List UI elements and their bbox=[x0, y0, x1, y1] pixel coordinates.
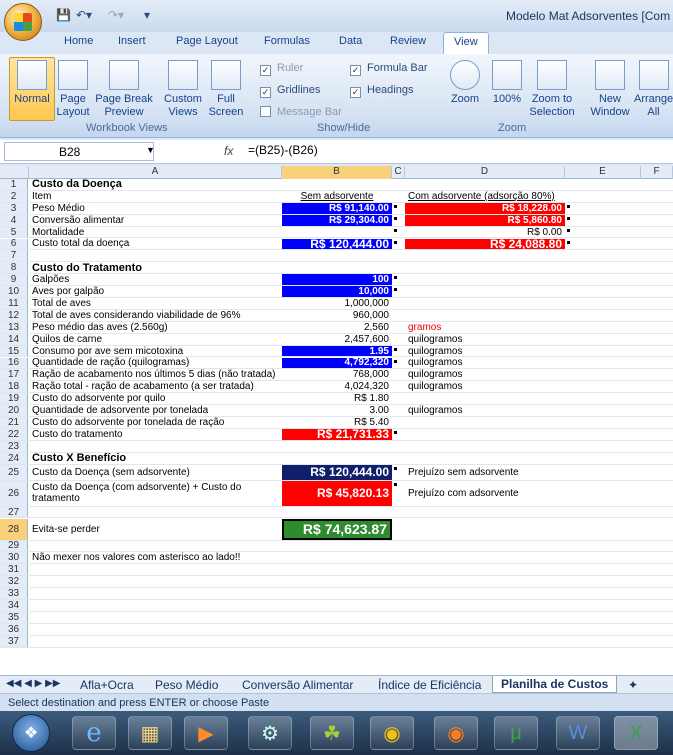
table-row bbox=[0, 576, 673, 588]
cell-a6[interactable]: Custo total da doença bbox=[32, 238, 130, 250]
cell-d6[interactable]: R$ 24,088.80 bbox=[405, 239, 565, 250]
custom-views-icon bbox=[168, 60, 198, 90]
row-header[interactable]: 12 bbox=[0, 310, 28, 321]
table-row bbox=[0, 541, 673, 553]
cell-a21[interactable]: Custo do adsorvente por tonelada de ração bbox=[32, 416, 225, 428]
cell-a34[interactable] bbox=[29, 600, 282, 611]
cell-a32[interactable] bbox=[29, 576, 282, 587]
cell-d24[interactable] bbox=[405, 453, 565, 464]
redo-icon[interactable]: ↷▾ bbox=[108, 8, 125, 22]
cell-a37[interactable] bbox=[29, 636, 282, 647]
cell-d1[interactable] bbox=[405, 179, 565, 190]
tab-home[interactable]: Home bbox=[64, 35, 94, 47]
network-app-icon[interactable]: ⚙ bbox=[248, 716, 292, 750]
row-header[interactable]: 15 bbox=[0, 346, 28, 357]
cell-a24[interactable]: Custo X Benefício bbox=[32, 452, 127, 465]
cell-d20[interactable]: quilogramos bbox=[408, 405, 463, 417]
table-row bbox=[0, 179, 673, 191]
cell-d21[interactable] bbox=[405, 417, 565, 428]
cell-a23[interactable] bbox=[29, 441, 282, 452]
formula-bar-checkbox[interactable]: ✓ Formula Bar bbox=[351, 62, 428, 75]
excel-icon[interactable]: X bbox=[614, 716, 658, 750]
tab-view[interactable]: View bbox=[443, 32, 489, 54]
cell-a36[interactable] bbox=[29, 624, 282, 635]
column-header-a[interactable]: A bbox=[29, 166, 282, 179]
cell-d15[interactable]: quilogramos bbox=[408, 345, 463, 357]
table-row bbox=[0, 191, 673, 203]
column-header-e[interactable]: E bbox=[565, 166, 641, 179]
sheet-tab-afla-ocra[interactable]: Afla+Ocra bbox=[80, 678, 134, 692]
cell-d13[interactable]: gramos bbox=[408, 321, 442, 333]
row-header[interactable]: 36 bbox=[0, 624, 28, 635]
tab-insert[interactable]: Insert bbox=[118, 35, 146, 47]
cell-d32[interactable] bbox=[405, 576, 565, 587]
row-header[interactable]: 33 bbox=[0, 588, 28, 599]
asterisk-marker bbox=[567, 241, 570, 244]
column-header-f[interactable]: F bbox=[641, 166, 673, 179]
row-header[interactable]: 7 bbox=[0, 250, 28, 261]
row-header[interactable]: 16 bbox=[0, 358, 28, 369]
table-row bbox=[0, 588, 673, 600]
table-row bbox=[0, 393, 673, 405]
cell-d35[interactable] bbox=[405, 612, 565, 623]
table-row bbox=[0, 453, 673, 465]
cell-d10[interactable] bbox=[405, 286, 565, 297]
cell-d5[interactable]: R$ 0.00 bbox=[526, 226, 562, 238]
cell-b31[interactable] bbox=[282, 564, 392, 575]
cell-b17[interactable]: 768,000 bbox=[352, 369, 389, 381]
table-row bbox=[0, 262, 673, 274]
cell-a28[interactable]: Evita-se perder bbox=[32, 523, 100, 535]
row-header[interactable]: 26 bbox=[0, 481, 28, 506]
zoom-magnifier-icon bbox=[450, 60, 480, 90]
office-logo-icon bbox=[14, 13, 32, 31]
sheet-tab-indice-eficiencia[interactable]: Índice de Eficiência bbox=[378, 678, 482, 692]
tab-data[interactable]: Data bbox=[339, 35, 363, 47]
cell-b4[interactable]: R$ 29,304.00 bbox=[282, 215, 392, 226]
row-header[interactable]: 31 bbox=[0, 564, 28, 575]
cell-a9[interactable]: Galpões bbox=[32, 274, 70, 286]
cell-a35[interactable] bbox=[29, 612, 282, 623]
row-header[interactable]: 11 bbox=[0, 298, 28, 309]
table-row bbox=[0, 286, 673, 298]
asterisk-marker bbox=[394, 288, 397, 291]
cell-a14[interactable]: Quilos de carne bbox=[32, 333, 103, 345]
windows-logo-icon: ❖ bbox=[23, 725, 39, 742]
row-header[interactable]: 13 bbox=[0, 322, 28, 333]
undo-icon[interactable]: ↶▾ bbox=[76, 8, 93, 22]
row-header[interactable]: 22 bbox=[0, 429, 28, 440]
table-row bbox=[0, 507, 673, 519]
row-header[interactable]: 4 bbox=[0, 215, 28, 226]
taskbar bbox=[0, 711, 673, 755]
zoom-100-button[interactable]: 100% bbox=[488, 60, 526, 106]
row-header[interactable]: 35 bbox=[0, 612, 28, 623]
cell-d31[interactable] bbox=[405, 564, 565, 575]
cell-d25[interactable]: Prejuízo sem adsorvente bbox=[408, 466, 519, 478]
table-row bbox=[0, 624, 673, 636]
table-row bbox=[0, 552, 673, 564]
new-window-icon bbox=[595, 60, 625, 90]
cell-b24[interactable] bbox=[282, 453, 392, 464]
internet-explorer-icon[interactable]: e bbox=[72, 716, 116, 750]
row-header[interactable]: 10 bbox=[0, 286, 28, 297]
row-header[interactable]: 32 bbox=[0, 576, 28, 587]
sheet-tab-planilha-custos[interactable]: Planilha de Custos bbox=[492, 676, 617, 693]
row-header[interactable]: 21 bbox=[0, 417, 28, 428]
cell-d9[interactable] bbox=[405, 274, 565, 285]
cell-b29[interactable] bbox=[282, 541, 392, 552]
cell-b37[interactable] bbox=[282, 636, 392, 647]
table-row bbox=[0, 346, 673, 358]
sheet-nav-icon[interactable]: ◀◀ ◀ ▶ ▶▶ bbox=[6, 678, 61, 689]
headings-checkbox[interactable]: ✓ Headings bbox=[351, 84, 414, 97]
column-header-b[interactable]: B bbox=[282, 166, 392, 179]
cell-a20[interactable]: Quantidade de adsorvente por tonelada bbox=[32, 405, 209, 417]
message-bar-checkbox[interactable]: Message Bar bbox=[260, 106, 342, 118]
table-row bbox=[0, 636, 673, 648]
chrome-icon[interactable]: ◉ bbox=[370, 716, 414, 750]
cell-a8[interactable]: Custo do Tratamento bbox=[32, 261, 143, 274]
cell-b14[interactable]: 2,457,600 bbox=[344, 333, 389, 345]
cell-b5[interactable] bbox=[282, 227, 392, 238]
arrange-all-button[interactable]: Arrange All bbox=[634, 60, 673, 119]
cell-a2[interactable]: Item bbox=[32, 190, 52, 202]
cell-d17[interactable]: quilogramos bbox=[408, 369, 463, 381]
cell-b9[interactable]: 100 bbox=[282, 274, 392, 285]
insert-sheet-icon[interactable]: ✦ bbox=[628, 678, 639, 692]
cell-a4[interactable]: Conversão alimentar bbox=[32, 214, 125, 226]
cell-b36[interactable] bbox=[282, 624, 392, 635]
cell-d19[interactable] bbox=[405, 393, 565, 404]
office-button[interactable] bbox=[4, 3, 42, 41]
row-header[interactable]: 14 bbox=[0, 334, 28, 345]
new-window-button[interactable]: New Window bbox=[588, 60, 632, 119]
row-header[interactable]: 30 bbox=[0, 552, 28, 563]
cell-b1[interactable] bbox=[282, 179, 392, 190]
table-row bbox=[0, 310, 673, 322]
row-header[interactable]: 8 bbox=[0, 262, 28, 273]
table-row bbox=[0, 358, 673, 370]
sheet-tab-peso-medio[interactable]: Peso Médio bbox=[155, 678, 219, 692]
cell-b27[interactable] bbox=[282, 507, 392, 518]
sheet-tabs-bar bbox=[0, 675, 673, 693]
media-player-icon[interactable]: ▶ bbox=[184, 716, 228, 750]
formula-input[interactable]: =(B25)-(B26) bbox=[248, 143, 318, 157]
row-header[interactable]: 27 bbox=[0, 507, 28, 518]
table-row bbox=[0, 203, 673, 215]
cell-b33[interactable] bbox=[282, 588, 392, 599]
cell-a7[interactable] bbox=[29, 250, 282, 261]
cell-a13[interactable]: Peso médio das aves (2.560g) bbox=[32, 321, 168, 333]
cell-d27[interactable] bbox=[405, 507, 565, 518]
cell-b23[interactable] bbox=[282, 441, 392, 452]
table-row bbox=[0, 274, 673, 286]
asterisk-marker bbox=[394, 229, 397, 232]
page-break-icon bbox=[109, 60, 139, 90]
row-header[interactable]: 1 bbox=[0, 179, 28, 190]
cell-a22[interactable]: Custo do tratamento bbox=[32, 428, 123, 440]
cell-b8[interactable] bbox=[282, 262, 392, 273]
window-title: Modelo Mat Adsorventes [Com bbox=[506, 9, 671, 23]
cell-d11[interactable] bbox=[405, 298, 565, 309]
column-header-c[interactable]: C bbox=[392, 166, 405, 179]
asterisk-marker bbox=[394, 276, 397, 279]
cell-b21[interactable]: R$ 5.40 bbox=[353, 416, 389, 428]
zoom-to-selection-button[interactable]: Zoom to Selection bbox=[526, 60, 578, 119]
cell-d2[interactable]: Com adsorvente (adsorção 80%) bbox=[408, 190, 555, 202]
cell-a26[interactable]: Custo da Doença (com adsorvente) + Custo do tratamento bbox=[32, 482, 242, 505]
row-header[interactable]: 28 bbox=[0, 519, 28, 540]
ruler-checkbox[interactable]: ✓ Ruler bbox=[261, 62, 304, 75]
row-header[interactable]: 18 bbox=[0, 381, 28, 392]
cell-b10[interactable]: 10,000 bbox=[282, 286, 392, 297]
asterisk-marker bbox=[567, 217, 570, 220]
cell-d29[interactable] bbox=[405, 541, 565, 552]
cell-b12[interactable]: 960,000 bbox=[352, 309, 389, 321]
cell-d36[interactable] bbox=[405, 624, 565, 635]
normal-view-label: Normal bbox=[10, 60, 54, 106]
full-screen-button[interactable]: Full Screen bbox=[206, 60, 246, 119]
asterisk-marker bbox=[394, 467, 397, 470]
page-layout-icon bbox=[58, 60, 88, 90]
row-header[interactable]: 37 bbox=[0, 636, 28, 647]
column-header-d[interactable]: D bbox=[405, 166, 565, 179]
cell-d33[interactable] bbox=[405, 588, 565, 599]
table-row bbox=[0, 405, 673, 417]
cell-a33[interactable] bbox=[29, 588, 282, 599]
app-green-icon[interactable]: ☘ bbox=[310, 716, 354, 750]
tab-formulas[interactable]: Formulas bbox=[264, 35, 310, 47]
cell-d16[interactable]: quilogramos bbox=[408, 357, 463, 369]
row-header[interactable]: 23 bbox=[0, 441, 28, 452]
row-header[interactable]: 6 bbox=[0, 239, 28, 250]
cell-a1[interactable]: Custo da Doença bbox=[32, 178, 122, 191]
cell-d12[interactable] bbox=[405, 310, 565, 321]
name-box[interactable]: B28 bbox=[4, 142, 154, 161]
cell-a12[interactable]: Total de aves considerando viabilidade de 96% bbox=[32, 309, 241, 321]
cell-b22[interactable]: R$ 21,731.33 bbox=[282, 429, 392, 440]
cell-d18[interactable]: quilogramos bbox=[408, 381, 463, 393]
table-row bbox=[0, 236, 673, 251]
tab-page-layout[interactable]: Page Layout bbox=[176, 35, 238, 47]
cell-a25[interactable]: Custo da Doença (sem adsorvente) bbox=[32, 466, 190, 478]
cell-b34[interactable] bbox=[282, 600, 392, 611]
row-header[interactable]: 34 bbox=[0, 600, 28, 611]
table-row bbox=[0, 441, 673, 453]
cell-a19[interactable]: Custo do adsorvente por quilo bbox=[32, 393, 166, 405]
table-row bbox=[0, 481, 673, 507]
cell-b30[interactable] bbox=[282, 552, 392, 563]
cell-b25[interactable]: R$ 120,444.00 bbox=[282, 465, 392, 480]
cell-b18[interactable]: 4,024,320 bbox=[344, 381, 389, 393]
customize-qat-icon[interactable]: ▾ bbox=[144, 8, 151, 22]
cell-b26[interactable]: R$ 45,820.13 bbox=[282, 481, 392, 506]
cell-b15[interactable]: 1.95 bbox=[282, 346, 392, 357]
cell-b20[interactable]: 3.00 bbox=[369, 405, 389, 417]
table-row bbox=[0, 465, 673, 481]
show-hide-group-label: Show/Hide bbox=[317, 122, 371, 134]
asterisk-marker bbox=[394, 360, 397, 363]
normal-view-icon bbox=[17, 60, 47, 90]
row-header[interactable]: 17 bbox=[0, 369, 28, 380]
cell-b13[interactable]: 2,560 bbox=[363, 321, 389, 333]
workbook-views-group-label: Workbook Views bbox=[86, 122, 168, 134]
row-header[interactable]: 5 bbox=[0, 227, 28, 238]
zoom-selection-icon bbox=[537, 60, 567, 90]
cell-b28[interactable]: R$ 74,623.87 bbox=[282, 519, 392, 540]
select-all-corner[interactable] bbox=[0, 166, 29, 179]
row-header[interactable]: 19 bbox=[0, 393, 28, 404]
tab-review[interactable]: Review bbox=[390, 35, 427, 47]
custom-views-button[interactable]: Custom Views bbox=[161, 60, 205, 119]
table-row bbox=[0, 429, 673, 441]
cell-d28[interactable] bbox=[405, 519, 565, 540]
cell-a31[interactable] bbox=[29, 564, 282, 575]
table-row bbox=[0, 612, 673, 624]
save-icon[interactable]: 💾 bbox=[56, 8, 71, 22]
cell-d4[interactable]: R$ 5,860.80 bbox=[405, 215, 565, 226]
asterisk-marker bbox=[567, 205, 570, 208]
column-headers bbox=[0, 166, 673, 179]
cell-a30[interactable]: Não mexer nos valores com asterisco ao lado!! bbox=[32, 552, 241, 564]
full-screen-icon bbox=[211, 60, 241, 90]
status-bar: Select destination and press ENTER or choose Paste bbox=[0, 693, 673, 711]
cell-a11[interactable]: Total de aves bbox=[32, 297, 91, 309]
table-row bbox=[0, 381, 673, 393]
cell-d26[interactable]: Prejuízo com adsorvente bbox=[408, 487, 519, 499]
row-header[interactable]: 2 bbox=[0, 191, 28, 202]
cell-a3[interactable]: Peso Médio bbox=[32, 202, 85, 214]
cell-d23[interactable] bbox=[405, 441, 565, 452]
start-button[interactable] bbox=[12, 714, 50, 752]
cell-a27[interactable] bbox=[29, 507, 282, 518]
zoom-group-label: Zoom bbox=[498, 122, 527, 134]
file-explorer-icon[interactable]: ▦ bbox=[128, 716, 172, 750]
ribbon-tabs bbox=[0, 32, 673, 54]
table-row bbox=[0, 215, 673, 227]
asterisk-marker bbox=[394, 205, 397, 208]
sheet-tab-conversao-alimentar[interactable]: Conversão Alimentar bbox=[242, 678, 354, 692]
cell-b2[interactable]: Sem adsorvente bbox=[300, 190, 374, 202]
cell-a16[interactable]: Quantidade de ração (quilogramas) bbox=[32, 357, 190, 369]
asterisk-marker bbox=[394, 217, 397, 220]
name-box-dropdown-icon[interactable]: ▼ bbox=[146, 145, 155, 155]
cell-b11[interactable]: 1,000,000 bbox=[344, 297, 389, 309]
zoom-button[interactable]: Zoom bbox=[446, 60, 484, 106]
asterisk-marker bbox=[394, 241, 397, 244]
spreadsheet-grid[interactable] bbox=[0, 166, 673, 675]
cell-b32[interactable] bbox=[282, 576, 392, 587]
cell-b19[interactable]: R$ 1.80 bbox=[353, 393, 389, 405]
word-icon[interactable]: W bbox=[556, 716, 600, 750]
row-header[interactable]: 29 bbox=[0, 541, 28, 552]
utorrent-icon[interactable]: μ bbox=[494, 716, 538, 750]
cell-d7[interactable] bbox=[405, 250, 565, 261]
row-header[interactable]: 9 bbox=[0, 274, 28, 285]
cell-d30[interactable] bbox=[405, 552, 565, 563]
table-row bbox=[0, 600, 673, 612]
table-row bbox=[0, 250, 673, 262]
cell-b16[interactable]: 4,792,320 bbox=[282, 358, 392, 369]
page-layout-button[interactable]: Page Layout bbox=[55, 60, 91, 119]
cell-d22[interactable] bbox=[405, 429, 565, 440]
cell-d37[interactable] bbox=[405, 636, 565, 647]
page-break-preview-button[interactable]: Page Break Preview bbox=[93, 60, 155, 119]
row-header[interactable]: 20 bbox=[0, 405, 28, 416]
cell-a5[interactable]: Mortalidade bbox=[32, 226, 85, 238]
row-header[interactable]: 24 bbox=[0, 453, 28, 464]
zoom-100-icon bbox=[492, 60, 522, 90]
gridlines-checkbox[interactable]: ✓ Gridlines bbox=[261, 84, 321, 97]
row-header[interactable]: 3 bbox=[0, 203, 28, 214]
asterisk-marker bbox=[394, 348, 397, 351]
table-row bbox=[0, 322, 673, 334]
cell-a17[interactable]: Ração de acabamento nos últimos 5 dias (não tratada) bbox=[32, 369, 276, 381]
cell-d34[interactable] bbox=[405, 600, 565, 611]
cell-b3[interactable]: R$ 91,140.00 bbox=[282, 203, 392, 214]
table-row bbox=[0, 334, 673, 346]
asterisk-marker bbox=[567, 229, 570, 232]
cell-a29[interactable] bbox=[29, 541, 282, 552]
firefox-icon[interactable]: ◉ bbox=[434, 716, 478, 750]
cell-d3[interactable]: R$ 18,228.00 bbox=[405, 203, 565, 214]
table-row bbox=[0, 369, 673, 381]
insert-function-icon[interactable]: fx bbox=[224, 144, 234, 158]
table-row bbox=[0, 564, 673, 576]
asterisk-marker bbox=[394, 483, 397, 486]
cell-b7[interactable] bbox=[282, 250, 392, 261]
row-header[interactable]: 25 bbox=[0, 465, 28, 480]
cell-a15[interactable]: Consumo por ave sem micotoxina bbox=[32, 345, 184, 357]
asterisk-marker bbox=[394, 431, 397, 434]
formula-bar bbox=[0, 140, 673, 164]
table-row bbox=[0, 298, 673, 310]
arrange-all-icon bbox=[639, 60, 669, 90]
cell-b35[interactable] bbox=[282, 612, 392, 623]
cell-a10[interactable]: Aves por galpão bbox=[32, 286, 105, 298]
cell-a18[interactable]: Ração total - ração de acabamento (a ser tratada) bbox=[32, 381, 254, 393]
cell-b6[interactable]: R$ 120,444.00 bbox=[282, 239, 392, 250]
title-bar bbox=[0, 0, 673, 32]
cell-d14[interactable]: quilogramos bbox=[408, 333, 463, 345]
table-row bbox=[0, 519, 673, 541]
cell-d8[interactable] bbox=[405, 262, 565, 273]
